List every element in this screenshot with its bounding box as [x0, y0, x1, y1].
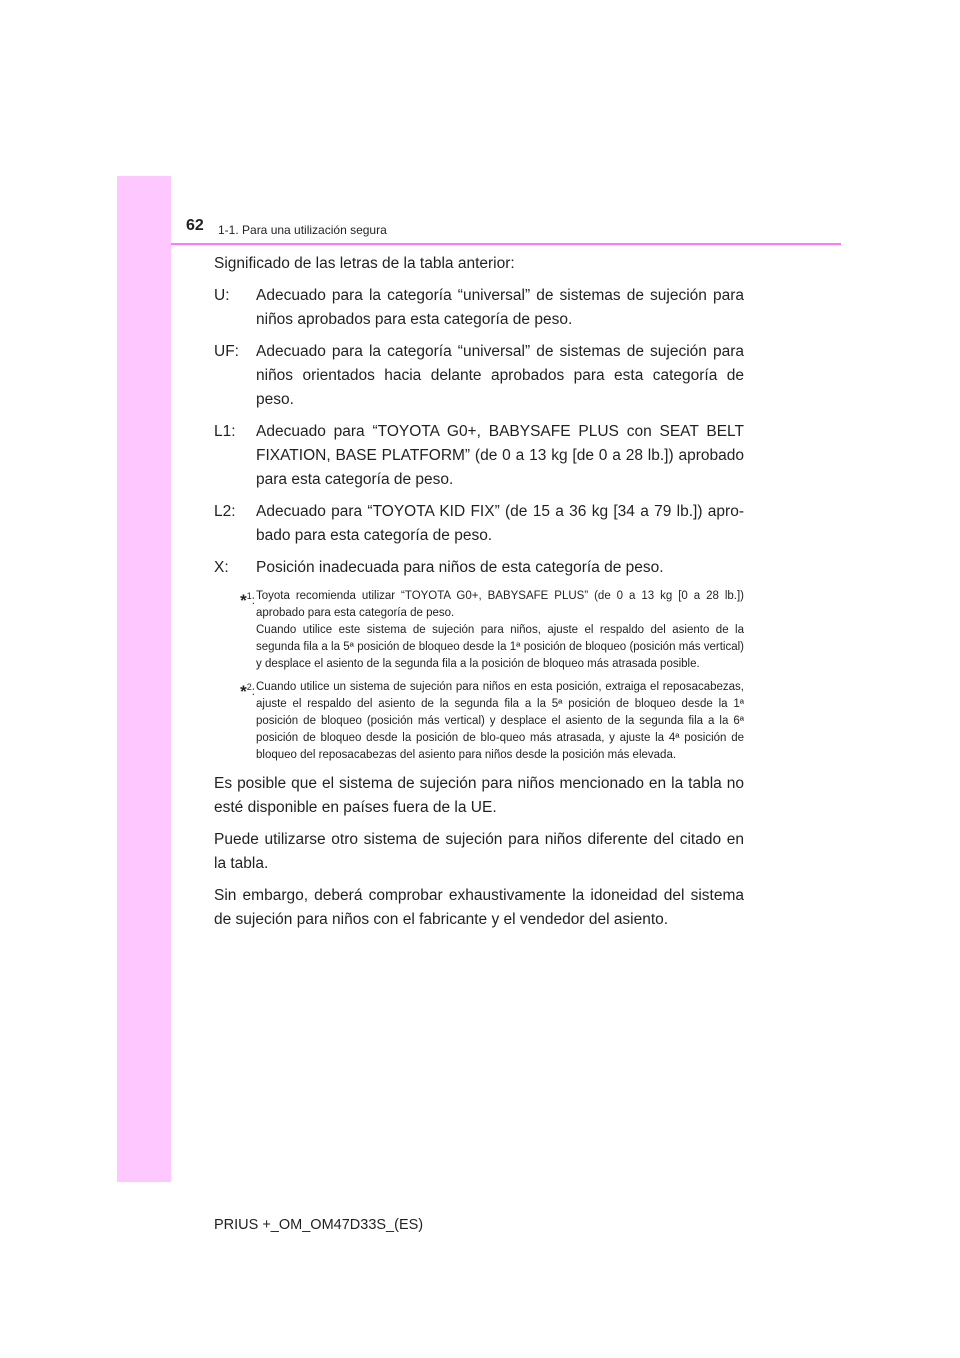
footnote-1: [214, 588, 744, 673]
footnote-marker: [214, 588, 256, 673]
footnote-line: Cuando utilice un sistema de sujeción para niños en esta posición, extraiga el reposacabezas, ajuste el respaldo del asiento de la segunda fila a la 5ª posición de bloqueo desde la 1ª posición de bloqueo (posición más vertical) y desplace el asiento de la segunda fila a la 6ª posición de bloqueo desde la posición de blo-queo más atrasada, y ajuste la 4ª posición de bloqueo del reposacabezas del asiento para niños desde la posición más elevada.: [256, 681, 744, 761]
footnote-marker: [214, 679, 256, 764]
footnote-colon: :: [251, 685, 255, 698]
definition-text: Posición inadecuada para niños de esta categoría de peso.: [256, 559, 664, 576]
definition-text: Adecuado para la categoría “universal” de sistemas de sujeción para niños aprobados para esta categoría de peso.: [256, 287, 744, 328]
body-paragraph: Sin embargo, deberá comprobar exhaustivamente la idoneidad del sistema de sujeción para niños con el fabricante y el vendedor del asiento.: [214, 887, 744, 928]
footnote-text: [256, 588, 744, 673]
definition-key: X:: [214, 559, 229, 576]
footnote-line: Toyota recomienda utilizar “TOYOTA G0+, BABYSAFE PLUS” (de 0 a 13 kg [0 a 28 lb.]) aprobado para esta categoría de peso.: [256, 590, 744, 619]
definition-key: L2:: [214, 503, 236, 520]
footnote-number: 1: [246, 591, 252, 601]
asterisk-icon: *: [240, 681, 247, 701]
definitions-intro: Significado de las letras de la tabla anterior:: [214, 255, 515, 272]
footnote-2: [214, 679, 744, 764]
page-number: 62: [186, 217, 204, 234]
body-paragraph: Puede utilizarse otro sistema de sujeción para niños diferente del citado en la tabla.: [214, 831, 744, 872]
footnote-text: [256, 679, 744, 764]
definition-text: Adecuado para “TOYOTA KID FIX” (de 15 a 36 kg [34 a 79 lb.]) apro-bado para esta categoría de peso.: [256, 503, 744, 544]
footnote-number: 2: [246, 682, 252, 692]
section-sidebar-tab: [117, 176, 171, 1182]
definition-u: [214, 284, 744, 332]
definition-key: L1:: [214, 423, 236, 440]
header-divider: [171, 243, 841, 245]
body-paragraph: Es posible que el sistema de sujeción para niños mencionado en la tabla no esté disponible en países fuera de la UE.: [214, 775, 744, 816]
asterisk-icon: *: [240, 590, 247, 610]
main-content: [214, 252, 744, 932]
definition-key: UF:: [214, 343, 239, 360]
footnote-line: Cuando utilice este sistema de sujeción para niños, ajuste el respaldo del asiento de la segunda fila a la 5ª posición de bloqueo desde la 1ª posición de bloqueo (posición más vertical) y desplace el asiento de la segunda fila a la posición de bloqueo más atrasada posible.: [256, 624, 744, 670]
document-code: PRIUS +_OM_OM47D33S_(ES): [214, 1217, 424, 1233]
definition-l2: [214, 500, 744, 548]
footnote-colon: :: [251, 594, 255, 607]
section-title: 1-1. Para una utilización segura: [218, 223, 387, 237]
definition-uf: [214, 340, 744, 412]
definition-text: Adecuado para la categoría “universal” de sistemas de sujeción para niños orientados hacia delante aprobados para esta categoría de peso.: [256, 343, 744, 408]
definition-text: Adecuado para “TOYOTA G0+, BABYSAFE PLUS con SEAT BELT FIXATION, BASE PLATFORM” (de 0 a 13 kg [de 0 a 28 lb.]) aprobado para esta categoría de peso.: [256, 423, 744, 488]
definition-l1: [214, 420, 744, 492]
definition-key: U:: [214, 287, 230, 304]
definition-x: [214, 556, 744, 580]
